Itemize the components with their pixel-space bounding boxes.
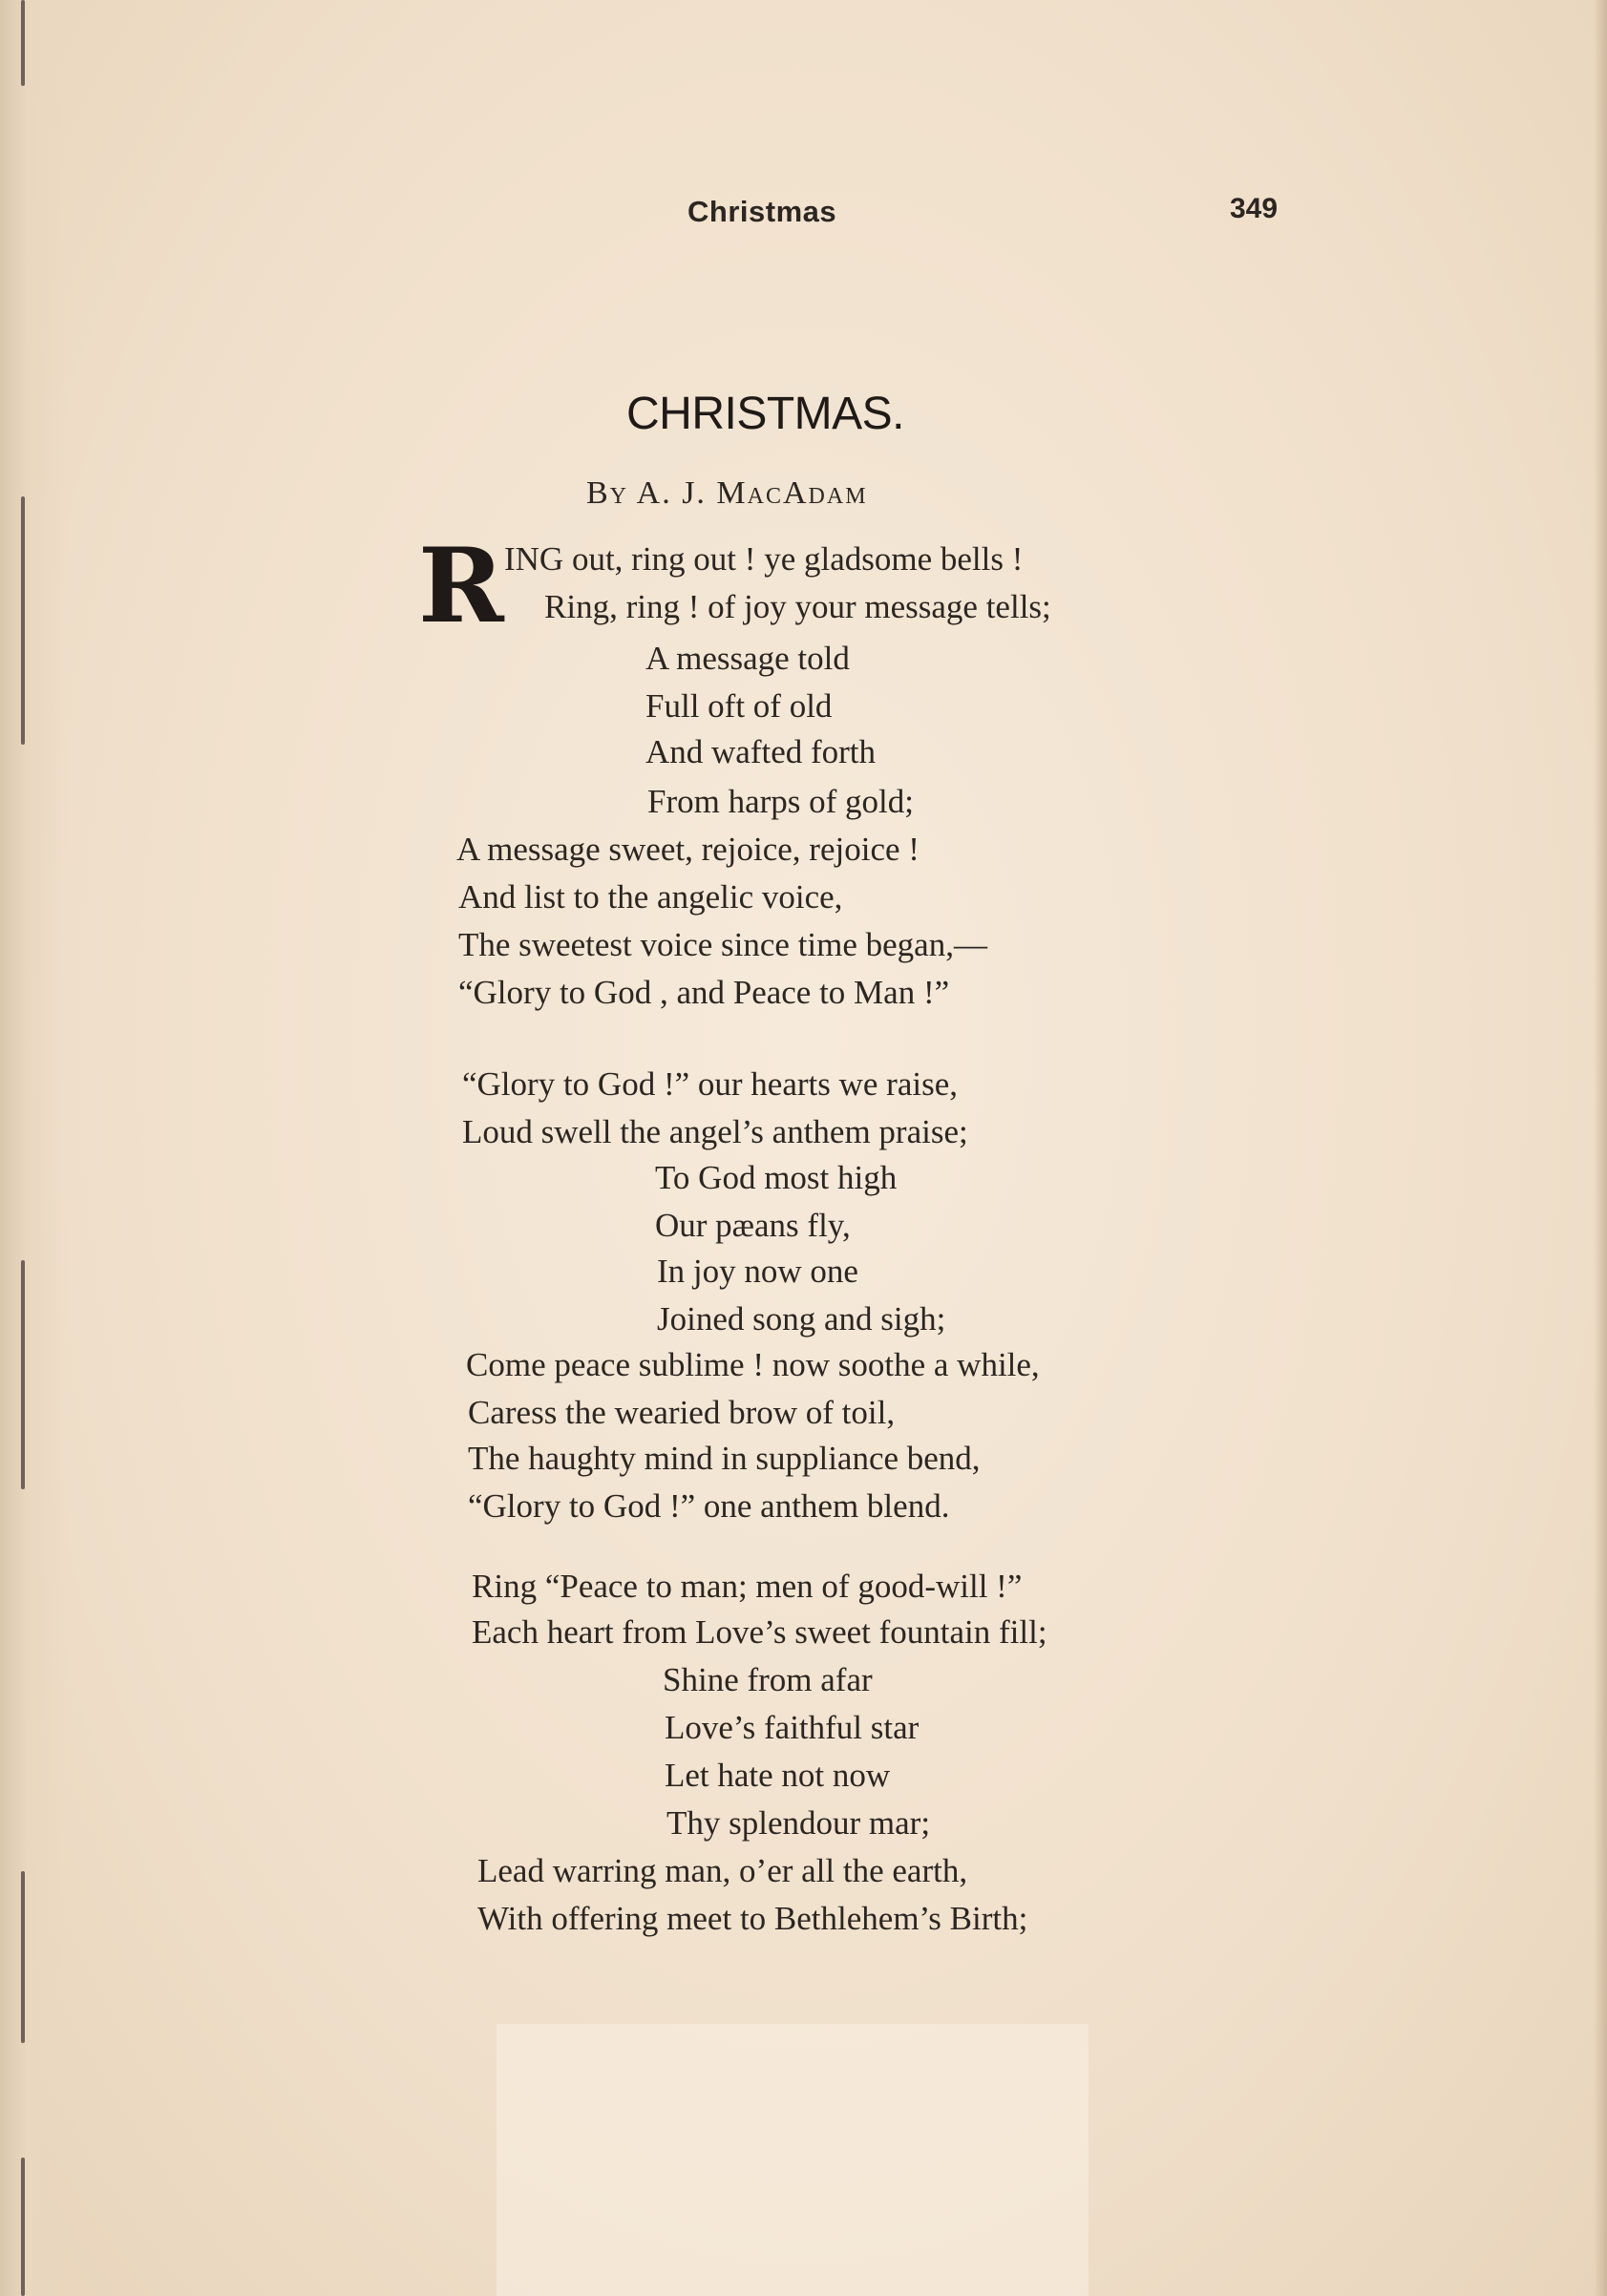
poem-line: And list to the angelic voice, bbox=[458, 878, 843, 916]
poem-line: ING out, ring out ! ye gladsome bells ! bbox=[504, 540, 1024, 578]
poem-line: “Glory to God , and Peace to Man !” bbox=[458, 974, 950, 1011]
poem-byline: By A. J. MacAdam bbox=[586, 475, 868, 511]
poem-line: Caress the wearied brow of toil, bbox=[468, 1394, 896, 1431]
binding-thread bbox=[21, 496, 25, 745]
poem-line: Loud swell the angel’s anthem praise; bbox=[462, 1113, 968, 1150]
poem-line: A message sweet, rejoice, rejoice ! bbox=[456, 831, 920, 868]
page-right-edge bbox=[1594, 0, 1607, 2296]
poem-line: Love’s faithful star bbox=[665, 1709, 920, 1746]
page-stain bbox=[497, 2024, 1089, 2296]
poem-line: The haughty mind in suppliance bend, bbox=[468, 1440, 981, 1477]
page-binding-edge bbox=[0, 0, 67, 2296]
poem-line: Ring “Peace to man; men of good-will !” bbox=[472, 1568, 1023, 1605]
poem-line: To God most high bbox=[655, 1159, 898, 1196]
poem-line: Ring, ring ! of joy your message tells; bbox=[544, 588, 1051, 625]
poem-line: “Glory to God !” our hearts we raise, bbox=[462, 1065, 958, 1103]
poem-line: With offering meet to Bethlehem’s Birth; bbox=[477, 1900, 1028, 1937]
page-number: 349 bbox=[1230, 193, 1279, 224]
poem-line: “Glory to God !” one anthem blend. bbox=[468, 1487, 950, 1525]
poem-line: Lead warring man, o’er all the earth, bbox=[477, 1852, 968, 1889]
poem-line: And wafted forth bbox=[645, 733, 877, 770]
drop-cap: R bbox=[418, 526, 504, 646]
poem-line: Thy splendour mar; bbox=[666, 1804, 931, 1842]
poem-line: A message told bbox=[645, 640, 850, 677]
poem-line: In joy now one bbox=[657, 1253, 858, 1290]
poem-line: Each heart from Love’s sweet fountain fill; bbox=[472, 1613, 1047, 1651]
poem-line: Come peace sublime ! now soothe a while, bbox=[466, 1346, 1040, 1383]
running-title: Christmas bbox=[687, 195, 837, 228]
poem-line: The sweetest voice since time began,— bbox=[458, 926, 987, 963]
binding-thread bbox=[21, 1260, 25, 1489]
poem-line: Joined song and sigh; bbox=[657, 1300, 946, 1338]
poem-line: Shine from afar bbox=[663, 1661, 873, 1698]
binding-thread bbox=[21, 0, 25, 86]
binding-thread bbox=[21, 2158, 25, 2296]
poem-line: Full oft of old bbox=[645, 687, 833, 725]
poem-line: From harps of gold; bbox=[647, 783, 915, 820]
poem-line: Let hate not now bbox=[665, 1757, 891, 1794]
binding-thread bbox=[21, 1871, 25, 2043]
poem-title: CHRISTMAS. bbox=[626, 389, 905, 439]
poem-line: Our pæans fly, bbox=[655, 1207, 851, 1244]
